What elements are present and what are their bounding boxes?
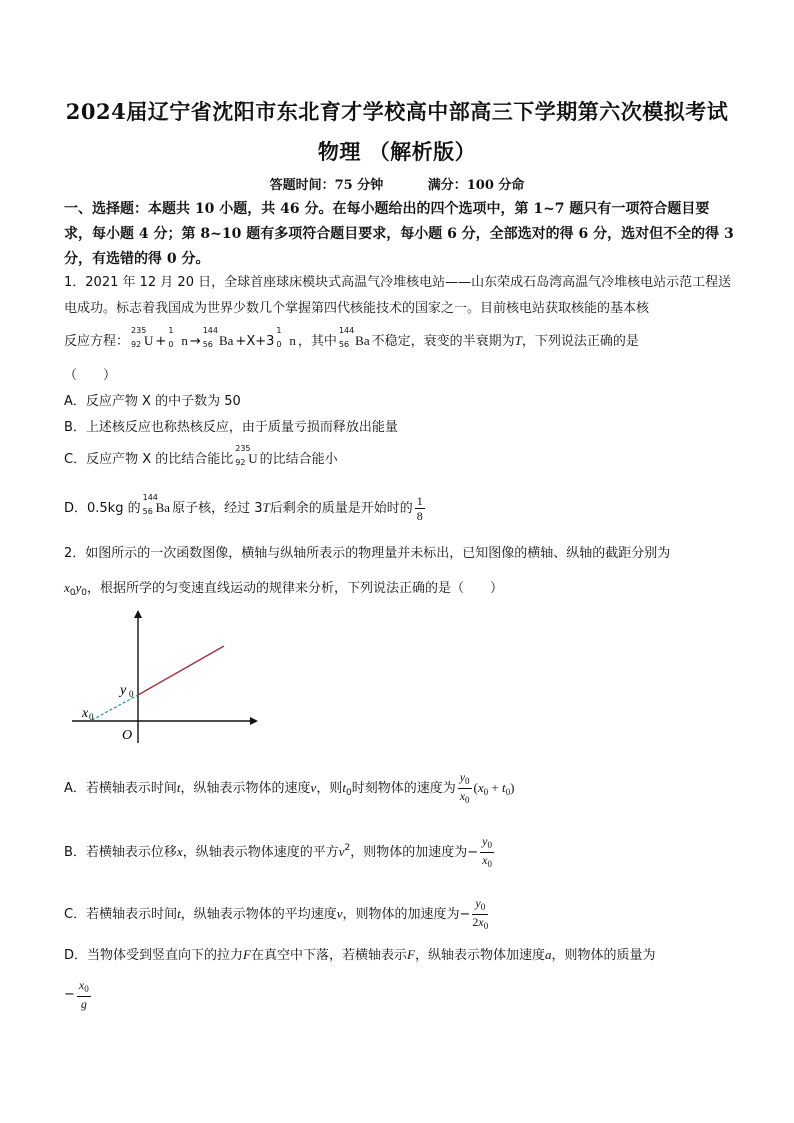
y-axis-arrow <box>134 610 142 618</box>
exam-meta <box>0 174 794 193</box>
label-x0: x <box>82 706 89 721</box>
q2-stem: 2．如图所示的一次函数图像，横轴与纵轴所表示的物理量并未标出，已知图像的横轴、纵轴的截距分别为 <box>64 546 671 561</box>
q1-bracket: （ ） <box>64 368 117 383</box>
q2-option-d-answer: − $\frac{x_0}{g}$ <box>64 978 89 1011</box>
q2-option-d: D．当物体受到竖直向下的拉力F在真空中下落，若横轴表示F，纵轴表示物体加速度a，则物体的质量为 <box>64 947 656 963</box>
page-title: 2024届辽宁省沈阳市东北育才学校高中部高三下学期第六次模拟考试 <box>65 99 729 124</box>
q2-option-b: B．若横轴表示位移x，纵轴表示物体速度的平方$v^2$，则物体的加速度为− $\frac{y_0}{x_0}$ <box>64 834 492 869</box>
x-axis-arrow <box>250 717 258 725</box>
score-label: 满分：100 分命 <box>427 178 525 193</box>
q2-option-c: C．若横轴表示时间t，纵轴表示物体的平均速度v，则物体的加速度为− $\frac{y_0}{2x_0}$ <box>64 896 489 931</box>
linear-graph <box>70 608 260 748</box>
q1-option-b: B．上述核反应也称热核反应，由于质量亏损而释放出能量 <box>64 420 398 435</box>
q1-stem: 1．2021 年 12 月 20 日，全球首座球床模块式高温气冷堆核电站——山东荣成石岛湾高温气冷堆核电站示范工程送电成功。标志着我国成为世界少数几个掌握第四代核能技术的国家之一。目前核电站获取核能的基本核 <box>64 275 732 316</box>
q1-equation: 反应方程： 235 92 U + 1 0 n → 144 56 Ba +X+3 1 0 n ，其中 144 56 Ba 不稳定，衰变的半衰期为T，下列说法正确的是 <box>64 326 639 349</box>
svg-text:0: 0 <box>129 689 134 699</box>
section-heading: 一、选择题：本题共 10 小题，共 46 分。在每小题给出的四个选项中，第 1~7 题只有一项符合题目要求，每小题 4 分；第 8~10 题有多项符合题目要求，每小题 6 分，全部选对的得 6 分，选对但不全的得 3 分，有选错的得 0 分。 <box>64 201 734 267</box>
svg-text:0: 0 <box>89 712 94 722</box>
graph-line <box>138 646 224 695</box>
q1-option-c: C．反应产物 X 的比结合能比 235 92 U 的比结合能小 <box>64 444 338 467</box>
q2-stem-line2: $x_0y_0$，根据所学的匀变速直线运动的规律来分析，下列说法正确的是（ ） <box>64 580 504 598</box>
q1-option-a: A．反应产物 X 的中子数为 50 <box>64 394 241 409</box>
q2-option-a: A．若横轴表示时间t，纵轴表示物体的速度v，则$t_0$时刻物体的速度为 $\frac{y_0}{x_0}$ $(x_0 + t_0)$ <box>64 770 515 805</box>
label-y0: y <box>120 683 127 698</box>
q1-option-d: D．0.5kg 的 144 56 Ba 原子核，经过 3T后剩余的质量是开始时的 $\frac{1}{8}$ <box>64 493 423 523</box>
time-label: 答题时间：75 分钟 <box>269 178 384 193</box>
page-subtitle: 物理 （解析版） <box>317 139 477 164</box>
label-origin: O <box>122 728 133 743</box>
